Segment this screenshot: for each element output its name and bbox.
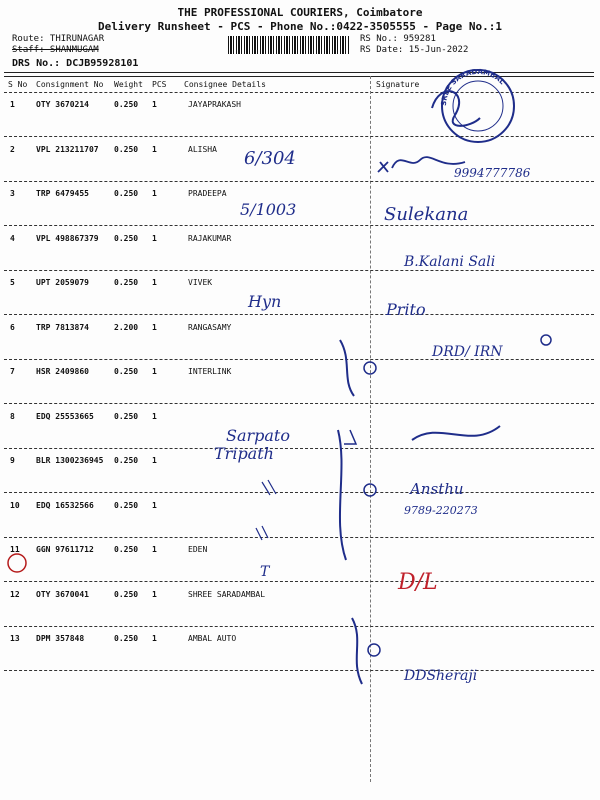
hw-phone-2: 9994777786 <box>454 166 531 180</box>
table-row <box>0 456 600 468</box>
row-pcs: 1 <box>152 634 157 643</box>
col-pcs: PCS <box>152 80 167 89</box>
row-sno: 10 <box>10 500 20 510</box>
hw-note-11: T <box>260 564 270 580</box>
row-sno: 8 <box>10 411 15 421</box>
row-divider <box>4 403 594 404</box>
col-sno: S No <box>8 80 28 89</box>
row-consignee: AMBAL AUTO <box>188 634 237 643</box>
row-consignee: ALISHA <box>188 144 217 154</box>
hw-name-8: Sarpato <box>226 426 290 445</box>
ditto-10 <box>256 526 268 540</box>
stamp-text: SREE SARADAMBAL <box>439 67 507 107</box>
row-consignment-no: UPT 2059079 <box>36 278 89 287</box>
row-consignee: JAYAPRAKASH <box>188 100 241 109</box>
hw-sig-4: B.Kalani Sali <box>404 254 496 270</box>
hw-note-6: DRD/ IRN <box>432 344 503 360</box>
bracket-12-13 <box>352 618 362 684</box>
row-consignment-no: GGN 97611712 <box>36 545 94 554</box>
row-divider <box>4 314 594 315</box>
header-rule <box>4 92 594 93</box>
route-label: Route: THIRUNAGAR <box>12 34 105 44</box>
row-weight: 0.250 <box>114 100 139 109</box>
row-weight: 0.250 <box>114 545 139 554</box>
hw-sig-11: D/L <box>398 570 438 595</box>
row-weight: 2.200 <box>114 322 139 332</box>
row-consignee: INTERLINK <box>188 367 232 376</box>
table-row <box>0 189 600 201</box>
row-pcs: 1 <box>152 411 157 421</box>
hw-sig-3: Sulekana <box>384 204 469 225</box>
signature-8 <box>412 426 500 440</box>
row-pcs: 1 <box>152 322 157 332</box>
col-signature: Signature <box>376 80 420 89</box>
hw-phone-10: 9789-220273 <box>404 504 478 517</box>
row-weight: 0.250 <box>114 634 139 643</box>
row-divider <box>4 581 594 582</box>
row-consignee: VIVEK <box>188 278 213 287</box>
row-pcs: 1 <box>152 589 157 599</box>
row-sno: 11 <box>10 545 20 554</box>
row-weight: 0.250 <box>114 144 139 154</box>
row-divider <box>4 136 594 137</box>
row-consignee: RANGASAMY <box>188 322 232 332</box>
row-weight: 0.250 <box>114 278 139 287</box>
row-sno: 6 <box>10 322 15 332</box>
row-sno: 4 <box>10 233 15 243</box>
table-row <box>0 278 600 290</box>
row-consignee: PRADEEPA <box>188 189 227 198</box>
row-weight: 0.250 <box>114 411 139 421</box>
rs-number: RS No.: 959281 <box>360 34 436 44</box>
hw-sig-9: Ansthu <box>410 480 464 498</box>
row-divider <box>4 537 594 538</box>
row-pcs: 1 <box>152 278 157 287</box>
header-divider-2 <box>4 76 594 77</box>
rs-date: RS Date: 15-Jun-2022 <box>360 45 469 55</box>
row-sno: 2 <box>10 144 15 154</box>
circle-note-6b <box>541 335 551 345</box>
table-row <box>0 367 600 379</box>
row-sno: 5 <box>10 278 15 287</box>
hw-sig-5: Prito <box>386 300 426 319</box>
row-sno: 3 <box>10 189 15 198</box>
row-sno: 13 <box>10 634 20 643</box>
table-row <box>0 100 600 112</box>
table-row <box>0 501 600 513</box>
row-sno: 1 <box>10 100 15 109</box>
col-consignment: Consignment No <box>36 80 104 89</box>
row-consignee: RAJAKUMAR <box>188 233 232 243</box>
row-pcs: 1 <box>152 189 157 198</box>
hw-sig-13: DDSheraji <box>404 668 478 684</box>
row-consignment-no: TRP 7813874 <box>36 322 89 332</box>
header-divider <box>4 72 594 73</box>
row-sno: 12 <box>10 589 20 599</box>
row-consignment-no: OTY 3670041 <box>36 589 89 599</box>
row-pcs: 1 <box>152 367 157 376</box>
row-pcs: 1 <box>152 545 157 554</box>
col-consignee: Consignee Details <box>184 80 266 89</box>
row-divider <box>4 270 594 271</box>
row-weight: 0.250 <box>114 500 139 510</box>
table-row <box>0 412 600 424</box>
table-row <box>0 634 600 646</box>
row-consignment-no: OTY 3670214 <box>36 100 89 109</box>
hw-note-5: Hyn <box>248 292 282 311</box>
row-divider <box>4 448 594 449</box>
row-divider <box>4 225 594 226</box>
row-pcs: 1 <box>152 233 157 243</box>
row-weight: 0.250 <box>114 367 139 376</box>
row-weight: 0.250 <box>114 189 139 198</box>
row-divider <box>4 626 594 627</box>
table-row <box>0 234 600 246</box>
drs-number: DRS No.: DCJB95928101 <box>12 58 139 69</box>
signature-2 <box>378 157 465 172</box>
row-weight: 0.250 <box>114 456 139 465</box>
row-consignment-no: EDQ 16532566 <box>36 500 94 510</box>
bracket-8-10 <box>338 430 346 560</box>
hw-door-3: 5/1003 <box>240 200 297 219</box>
row-pcs: 1 <box>152 144 157 154</box>
bracket-mark-8 <box>344 430 356 444</box>
row-consignment-no: TRP 6479455 <box>36 189 89 198</box>
row-consignment-no: DPM 357848 <box>36 634 85 643</box>
hw-door-2: 6/304 <box>244 148 296 169</box>
row-pcs: 1 <box>152 456 157 465</box>
document-title: THE PROFESSIONAL COURIERS, Coimbatore <box>177 6 423 19</box>
row-divider <box>4 181 594 182</box>
row-consignee: SHREE SARADAMBAL <box>188 589 266 599</box>
row-pcs: 1 <box>152 100 157 109</box>
row-sno: 7 <box>10 367 15 376</box>
row-pcs: 1 <box>152 500 157 510</box>
table-row <box>0 590 600 602</box>
row-divider <box>4 359 594 360</box>
col-weight: Weight <box>114 80 143 89</box>
row-divider <box>4 492 594 493</box>
row-consignee: EDEN <box>188 545 208 554</box>
row-consignment-no: EDQ 25553665 <box>36 411 94 421</box>
row-weight: 0.250 <box>114 589 139 599</box>
signature-column-rule <box>370 76 371 782</box>
row-consignment-no: VPL 498867379 <box>36 233 99 243</box>
staff-label: Staff: SHANMUGAM <box>12 45 99 55</box>
table-row <box>0 145 600 157</box>
table-row <box>0 323 600 335</box>
row-divider <box>4 670 594 671</box>
table-row <box>0 545 600 557</box>
hw-name-8b: Tripath <box>214 444 274 463</box>
row-weight: 0.250 <box>114 233 139 243</box>
row-sno: 9 <box>10 456 15 465</box>
barcode-image <box>228 36 350 54</box>
row-consignment-no: HSR 2409860 <box>36 367 89 376</box>
row-consignment-no: BLR 1300236945 <box>36 456 104 465</box>
row-consignment-no: VPL 213211707 <box>36 144 99 154</box>
document-subtitle: Delivery Runsheet - PCS - Phone No.:0422-3505555 - Page No.:1 <box>98 20 502 33</box>
